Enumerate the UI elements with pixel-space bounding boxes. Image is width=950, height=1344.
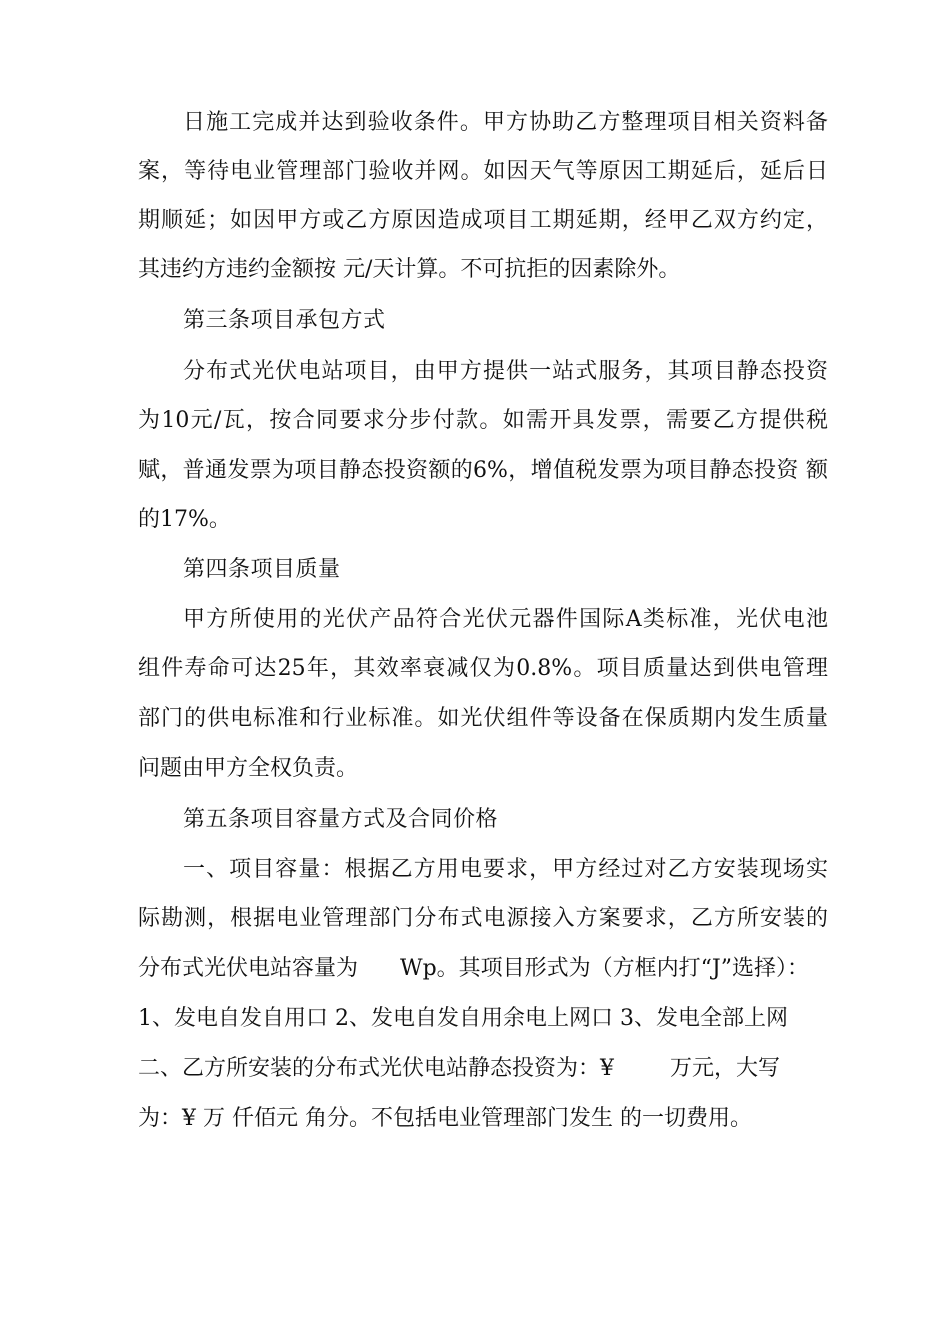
paragraph-line: 分布式光伏电站项目，由甲方提供一站式服务，其项目静态投资 <box>183 359 828 384</box>
paragraph-line: 1、发电自发自用口 2、发电自发自用余电上网口 3、发电全部上网 <box>138 1006 788 1031</box>
section-heading: 第五条项目容量方式及合同价格 <box>183 807 499 832</box>
paragraph-line: 组件寿命可达25年，其效率衰减仅为0.8%。项目质量达到供电管理 <box>138 656 828 681</box>
section-heading: 第三条项目承包方式 <box>183 308 386 333</box>
paragraph-line: 期顺延；如因甲方或乙方原因造成项目工期延期，经甲乙双方约定， <box>138 208 828 233</box>
paragraph-line: 部门的供电标准和行业标准。如光伏组件等设备在保质期内发生质量 <box>138 706 828 731</box>
paragraph-line: 其违约方违约金额按 元/天计算。不可抗拒的因素除外。 <box>138 257 681 282</box>
paragraph-line: 二、乙方所安装的分布式光伏电站静态投资为：¥ 万元，大写 <box>138 1056 780 1081</box>
paragraph-line: 际勘测，根据电业管理部门分布式电源接入方案要求，乙方所安装的 <box>138 906 828 931</box>
paragraph-line: 日施工完成并达到验收条件。甲方协助乙方整理项目相关资料备 <box>183 110 828 135</box>
paragraph-line: 甲方所使用的光伏产品符合光伏元器件国际A类标准，光伏电池 <box>183 607 828 632</box>
section-heading: 第四条项目质量 <box>183 557 341 582</box>
paragraph-line: 分布式光伏电站容量为 Wp。其项目形式为（方框内打“J”选择）： <box>138 956 809 981</box>
paragraph-line: 案，等待电业管理部门验收并网。如因天气等原因工期延后，延后日 <box>138 159 828 184</box>
paragraph-line: 一、项目容量：根据乙方用电要求，甲方经过对乙方安装现场实 <box>183 857 828 882</box>
paragraph-line: 问题由甲方全权负责。 <box>138 756 359 781</box>
paragraph-line: 的17%。 <box>138 507 231 532</box>
paragraph-line: 为：¥ 万 仟佰元 角分。不包括电业管理部门发生 的一切费用。 <box>138 1106 752 1131</box>
paragraph-line: 赋，普通发票为项目静态投资额的6%，增值税发票为项目静态投资 额 <box>138 458 828 483</box>
paragraph-line: 为10元/瓦，按合同要求分步付款。如需开具发票，需要乙方提供税 <box>138 408 828 433</box>
